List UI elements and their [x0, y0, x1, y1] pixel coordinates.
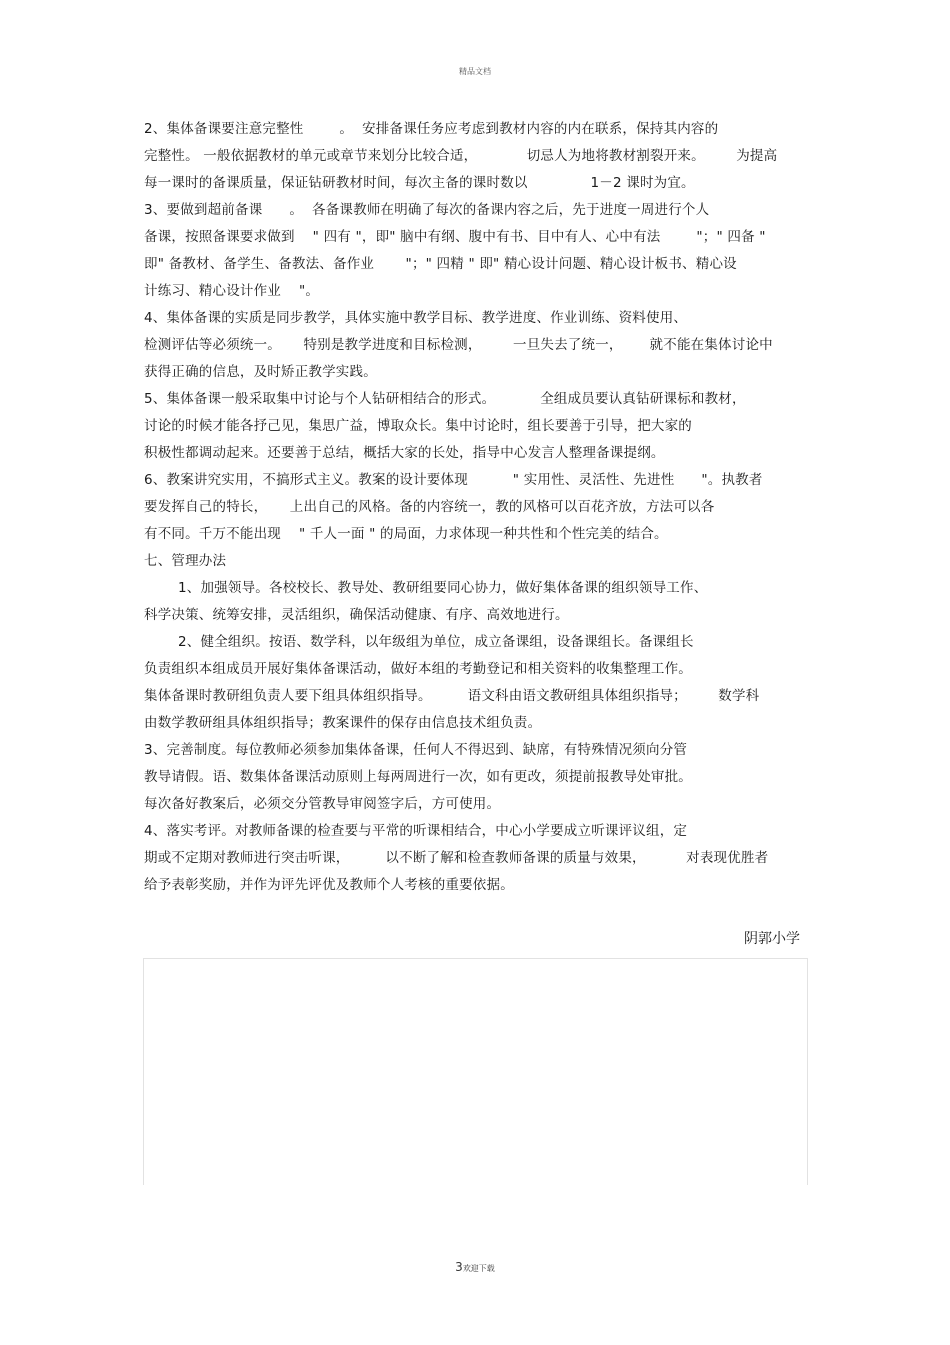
text-line: 每一课时的备课质量，保证钻研教材时间，每次主备的课时数以 1－2 课时为宜。 — [144, 175, 695, 191]
text-line: 积极性都调动起来。还要善于总结，概括大家的长处，指导中心发言人整理备课提纲。 — [144, 445, 665, 461]
text-line: 科学决策、统筹安排，灵活组织，确保活动健康、有序、高效地进行。 — [144, 607, 569, 623]
text-line: 6、教案讲究实用，不搞形式主义。教案的设计要体现 " 实用性、灵活性、先进性 "。执教者 — [144, 472, 763, 488]
text-line: 备课，按照备课要求做到 " 四有 "，即" 脑中有纲、腹中有书、目中有人、心中有法 "；" 四备 " — [144, 229, 766, 245]
text-line: 2、集体备课要注意完整性 。 安排备课任务应考虑到教材内容的内在联系，保持其内容的 — [144, 121, 719, 137]
text-line: 期或不定期对教师进行突击听课， 以不断了解和检查教师备课的质量与效果， 对表现优胜者 — [144, 850, 769, 866]
section-heading: 七、管理办法 — [144, 553, 227, 569]
page-footer — [0, 1260, 950, 1274]
text-line: 计练习、精心设计作业 "。 — [144, 283, 320, 299]
text-line: 每次备好教案后，必须交分管教导审阅签字后，方可使用。 — [144, 796, 501, 812]
text-line: 给予表彰奖励，并作为评先评优及教师个人考核的重要依据。 — [144, 877, 514, 893]
text-line: 即" 备教材、备学生、备教法、备作业 "；" 四精 " 即" 精心设计问题、精心设计板书、精心设 — [144, 256, 737, 272]
text-line: 集体备课时教研组负责人要下组具体组织指导。 语文科由语文教研组具体组织指导； 数学科 — [144, 688, 760, 704]
footer-text: 欢迎下载 — [462, 1264, 495, 1273]
text-line: 4、落实考评。对教师备课的检查要与平常的听课相结合，中心小学要成立听课评议组，定 — [144, 823, 688, 839]
text-line: 获得正确的信息，及时矫正教学实践。 — [144, 364, 377, 380]
text-line: 4、集体备课的实质是同步教学，具体实施中教学目标、教学进度、作业训练、资料使用、 — [144, 310, 688, 326]
text-line: 完整性。 一般依据教材的单元或章节来划分比较合适， 切忌人为地将教材割裂开来。 为提高 — [144, 148, 778, 164]
text-line: 3、完善制度。每位教师必须参加集体备课，任何人不得迟到、缺席，有特殊情况须向分管 — [144, 742, 688, 758]
text-line: 有不同。千万不能出现 " 千人一面 " 的局面，力求体现一种共性和个性完美的结合。 — [144, 526, 668, 542]
text-line: 讨论的时候才能各抒己见，集思广益，博取众长。集中讨论时，组长要善于引导，把大家的 — [144, 418, 692, 434]
text-line: 负责组织本组成员开展好集体备课活动，做好本组的考勤登记和相关资料的收集整理工作。 — [144, 661, 692, 677]
text-line: 由数学教研组具体组织指导；教案课件的保存由信息技术组负责。 — [144, 715, 542, 731]
text-line: 检测评估等必须统一。 特别是教学进度和目标检测， 一旦失去了统一， 就不能在集体讨论中 — [144, 337, 773, 353]
text-line: 5、集体备课一般采取集中讨论与个人钻研相结合的形式。 全组成员要认真钻研课标和教材， — [144, 391, 746, 407]
blank-frame — [143, 958, 808, 1185]
text-line: 3、要做到超前备课 。 各备课教师在明确了每次的备课内容之后，先于进度一周进行个人 — [144, 202, 710, 218]
document-body — [144, 116, 804, 899]
page-header: 精品文档 — [459, 67, 491, 76]
text-line: 1、加强领导。各校校长、教导处、教研组要同心协力，做好集体备课的组织领导工作、 — [178, 580, 708, 596]
page-number: 3 — [455, 1260, 463, 1274]
text-line: 2、健全组织。按语、数学科，以年级组为单位，成立备课组，设备课组长。备课组长 — [178, 634, 694, 650]
text-line: 教导请假。语、数集体备课活动原则上每两周进行一次，如有更改，须提前报教导处审批。 — [144, 769, 692, 785]
signature: 阴郭小学 — [744, 931, 800, 947]
text-line: 要发挥自己的特长， 上出自己的风格。备的内容统一，教的风格可以百花齐放，方法可以各 — [144, 499, 715, 515]
